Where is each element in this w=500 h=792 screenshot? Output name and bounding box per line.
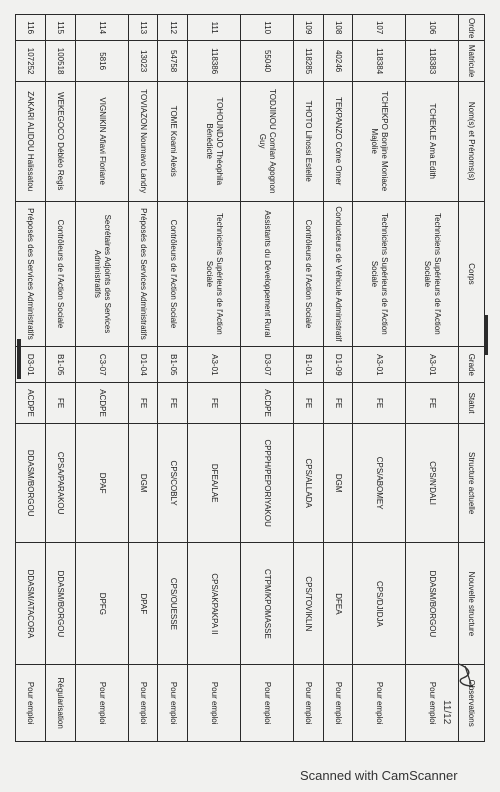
cell-ordre: 109: [293, 15, 323, 41]
cell-grade: D3-01: [16, 347, 46, 383]
cell-ordre: 112: [158, 15, 188, 41]
cell-nom: TOME Koami Alexis: [158, 81, 188, 201]
cell-statut: ACDPE: [16, 383, 46, 424]
cell-grade: B1-05: [158, 347, 188, 383]
cell-ordre: 107: [353, 15, 406, 41]
handwritten-initials: [455, 660, 481, 690]
cell-obs: Pour emploi: [75, 665, 128, 742]
header-statut: Statut: [459, 383, 485, 424]
scan-edge-mark: [17, 339, 21, 379]
cell-corps: Assistants du Développement Rural: [241, 201, 294, 347]
cell-obs: Pour emploi: [323, 665, 353, 742]
cell-statut: FE: [158, 383, 188, 424]
cell-corps: Préposés des Services Administratifs: [16, 201, 46, 347]
cell-corps: Préposés des Services Administratifs: [128, 201, 158, 347]
camscanner-watermark: Scanned with CamScanner: [300, 768, 458, 783]
table-row: [323, 15, 353, 742]
table-row: [293, 15, 323, 742]
cell-obs: Pour emploi: [128, 665, 158, 742]
cell-structure: CPSA/PARAKOU: [45, 423, 75, 543]
table-row: [75, 15, 128, 742]
cell-nom: WEKEGOCO Débléo Regis: [45, 81, 75, 201]
cell-corps: Contrôleurs de l'Action Sociale: [293, 201, 323, 347]
cell-structure: DGM: [128, 423, 158, 543]
header-nouvelle: Nouvelle structure: [459, 543, 485, 665]
cell-nom: TODJINOU Comlan Agognon Guy: [241, 81, 294, 201]
cell-nouvelle: CPS/TOVIKLIN: [293, 543, 323, 665]
scan-edge-mark: [484, 315, 488, 355]
table-row: [353, 15, 406, 742]
cell-structure: CPPPH/PEPORIYAKOU: [241, 423, 294, 543]
cell-grade: C3-07: [75, 347, 128, 383]
cell-nouvelle: CPS/OUESSE: [158, 543, 188, 665]
cell-grade: D1-09: [323, 347, 353, 383]
cell-matricule: 107252: [16, 41, 46, 82]
cell-statut: FE: [293, 383, 323, 424]
cell-statut: ACDPE: [75, 383, 128, 424]
header-structure: Structure actuelle: [459, 423, 485, 543]
cell-statut: FE: [323, 383, 353, 424]
cell-statut: FE: [45, 383, 75, 424]
cell-obs: Pour emploi: [353, 665, 406, 742]
cell-corps: Conducteurs de Véhicule Administratif: [323, 201, 353, 347]
cell-obs: Pour emploi: [16, 665, 46, 742]
table-row: [188, 15, 241, 742]
cell-ordre: 111: [188, 15, 241, 41]
cell-structure: CPS/ABOMEY: [353, 423, 406, 543]
cell-nouvelle: DFEA: [323, 543, 353, 665]
cell-grade: D3-07: [241, 347, 294, 383]
cell-statut: ACDPE: [241, 383, 294, 424]
cell-nom: TCHEKLE Ama Edith: [406, 81, 459, 201]
cell-corps: Techniciens Supérieurs de l'Action Sociale: [406, 201, 459, 347]
cell-ordre: 114: [75, 15, 128, 41]
rotated-page: [15, 14, 485, 742]
table-row: [128, 15, 158, 742]
cell-ordre: 110: [241, 15, 294, 41]
table-row: [45, 15, 75, 742]
cell-statut: FE: [188, 383, 241, 424]
cell-matricule: 100518: [45, 41, 75, 82]
cell-nouvelle: CTPM/KPOMASSE: [241, 543, 294, 665]
header-nom: Nom(s) et Prénoms(s): [459, 81, 485, 201]
cell-structure: CPS/COBLY: [158, 423, 188, 543]
cell-structure: DGM: [323, 423, 353, 543]
cell-corps: Contrôleurs de l'Action Sociale: [45, 201, 75, 347]
cell-nom: TCHEKPO Bonjine Moniace Majolie: [353, 81, 406, 201]
personnel-table: [15, 14, 485, 742]
cell-statut: FE: [128, 383, 158, 424]
table-body: [16, 15, 459, 742]
table-row: [158, 15, 188, 742]
cell-structure: DDASM/BORGOU: [16, 423, 46, 543]
cell-structure: DFEA/LAE: [188, 423, 241, 543]
cell-matricule: 118384: [353, 41, 406, 82]
cell-nom: TOVIAZON Noumavo Landry: [128, 81, 158, 201]
cell-grade: A3-01: [188, 347, 241, 383]
cell-nouvelle: DDASM/BORGOU: [406, 543, 459, 665]
table-row: [406, 15, 459, 742]
cell-obs: Pour emploi: [158, 665, 188, 742]
cell-nom: VIGNIKIN Afiavi Floriane: [75, 81, 128, 201]
page-number: 11/12: [441, 700, 452, 725]
cell-grade: A3-01: [406, 347, 459, 383]
header-corps: Corps: [459, 201, 485, 347]
header-ordre: Ordre: [459, 15, 485, 41]
cell-nouvelle: DPAF: [128, 543, 158, 665]
cell-nouvelle: CPS/DJIDJA: [353, 543, 406, 665]
cell-matricule: 13023: [128, 41, 158, 82]
cell-grade: B1-01: [293, 347, 323, 383]
cell-matricule: 54758: [158, 41, 188, 82]
cell-matricule: 5816: [75, 41, 128, 82]
cell-ordre: 108: [323, 15, 353, 41]
cell-obs: Régularisation: [45, 665, 75, 742]
cell-nouvelle: CPS/AKPAKPA II: [188, 543, 241, 665]
cell-grade: A3-01: [353, 347, 406, 383]
cell-structure: CPS/ALLADA: [293, 423, 323, 543]
cell-nom: ZAKARI ALIDOU Halissatou: [16, 81, 46, 201]
cell-obs: Pour emploi: [188, 665, 241, 742]
cell-obs: Pour emploi: [406, 665, 459, 742]
header-observations: Observations: [459, 665, 485, 742]
cell-matricule: 55040: [241, 41, 294, 82]
table-row: [241, 15, 294, 742]
cell-corps: Techniciens Supérieurs de l'Action Sociale: [353, 201, 406, 347]
cell-obs: Pour emploi: [241, 665, 294, 742]
cell-grade: B1-05: [45, 347, 75, 383]
cell-obs: Pour emploi: [293, 665, 323, 742]
cell-nom: TOHOUNDJO Théophila Bénédicte: [188, 81, 241, 201]
header-grade: Grade: [459, 347, 485, 383]
header-matricule: Matricule: [459, 41, 485, 82]
cell-ordre: 116: [16, 15, 46, 41]
cell-ordre: 106: [406, 15, 459, 41]
cell-structure: CPS/N'DALI: [406, 423, 459, 543]
cell-corps: Techniciens Supérieurs de l'Action Sociale: [188, 201, 241, 347]
cell-matricule: 118386: [188, 41, 241, 82]
cell-ordre: 113: [128, 15, 158, 41]
cell-grade: D1-04: [128, 347, 158, 383]
cell-nouvelle: DPFG: [75, 543, 128, 665]
cell-nom: TEKPANZO Côme Omer: [323, 81, 353, 201]
cell-structure: DPAF: [75, 423, 128, 543]
cell-nom: THOTO Lihossi Estelle: [293, 81, 323, 201]
cell-matricule: 40246: [323, 41, 353, 82]
table-header-row: [459, 15, 485, 742]
cell-corps: Contrôleurs de l'Action Sociale: [158, 201, 188, 347]
cell-ordre: 115: [45, 15, 75, 41]
cell-corps: Secrétaires Adjoints des Services Administratifs: [75, 201, 128, 347]
cell-nouvelle: DDASM/BORGOU: [45, 543, 75, 665]
cell-matricule: 118285: [293, 41, 323, 82]
cell-nouvelle: DDASM/ATACORA: [16, 543, 46, 665]
cell-statut: FE: [406, 383, 459, 424]
cell-statut: FE: [353, 383, 406, 424]
cell-matricule: 118383: [406, 41, 459, 82]
